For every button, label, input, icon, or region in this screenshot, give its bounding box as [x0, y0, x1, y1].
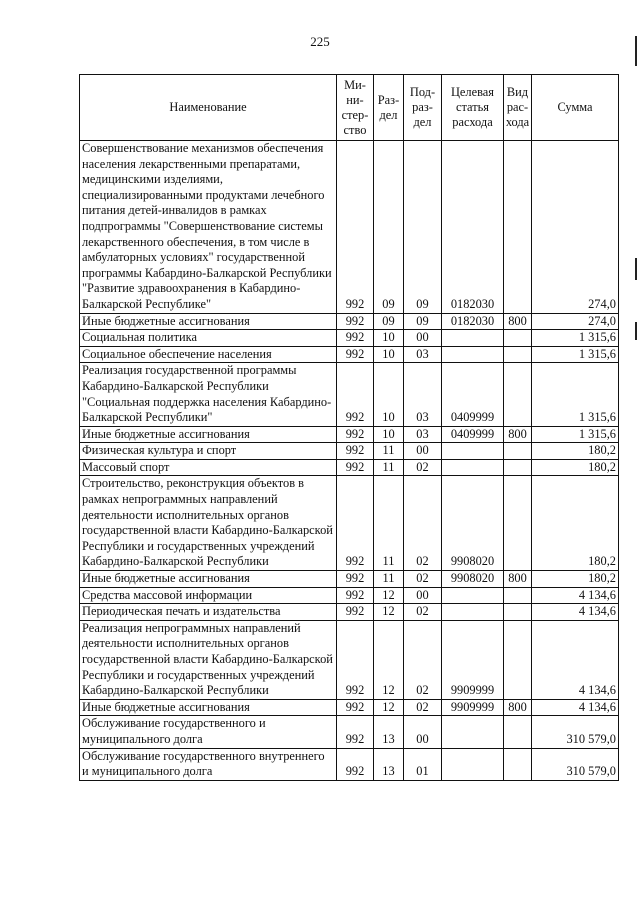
- cell-subsection: 02: [404, 699, 442, 716]
- header-name: Наименование: [80, 75, 337, 141]
- cell-ministry: 992: [337, 571, 374, 588]
- cell-sum: 4 134,6: [532, 604, 619, 621]
- cell-section: 09: [374, 313, 404, 330]
- page-number: 225: [310, 34, 330, 49]
- cell-ministry: 992: [337, 313, 374, 330]
- cell-subsection: 00: [404, 330, 442, 347]
- cell-sum: 180,2: [532, 571, 619, 588]
- cell-subsection: 02: [404, 604, 442, 621]
- cell-section: 10: [374, 346, 404, 363]
- table-row: [80, 620, 619, 699]
- cell-target: 0409999: [442, 363, 504, 426]
- cell-target: 0182030: [442, 313, 504, 330]
- cell-target: [442, 459, 504, 476]
- table-row: [80, 443, 619, 460]
- cell-sum: 4 134,6: [532, 587, 619, 604]
- cell-sum: 180,2: [532, 459, 619, 476]
- header-row: [80, 75, 619, 141]
- cell-ministry: 992: [337, 141, 374, 314]
- cell-expense-type: [504, 346, 532, 363]
- table-row: [80, 716, 619, 748]
- cell-name: Средства массовой информации: [80, 587, 337, 604]
- cell-target: [442, 346, 504, 363]
- cell-sum: 1 315,6: [532, 346, 619, 363]
- table-row: [80, 587, 619, 604]
- table-row: [80, 604, 619, 621]
- cell-name: Обслуживание государственного и муниципального долга: [80, 716, 337, 748]
- cell-target: 9909999: [442, 699, 504, 716]
- cell-ministry: 992: [337, 330, 374, 347]
- cell-section: 10: [374, 363, 404, 426]
- cell-ministry: 992: [337, 426, 374, 443]
- cell-target: 9909999: [442, 620, 504, 699]
- cell-name: Иные бюджетные ассигнования: [80, 313, 337, 330]
- table-row: [80, 141, 619, 314]
- cell-target: [442, 443, 504, 460]
- cell-name: Иные бюджетные ассигнования: [80, 699, 337, 716]
- cell-expense-type: [504, 716, 532, 748]
- cell-expense-type: 800: [504, 699, 532, 716]
- cell-subsection: 02: [404, 476, 442, 571]
- header-expense-type: Вид рас- хода: [504, 75, 532, 141]
- cell-subsection: 09: [404, 313, 442, 330]
- cell-sum: 310 579,0: [532, 748, 619, 780]
- cell-expense-type: [504, 476, 532, 571]
- cell-subsection: 00: [404, 443, 442, 460]
- cell-ministry: 992: [337, 346, 374, 363]
- cell-expense-type: 800: [504, 426, 532, 443]
- cell-name: Обслуживание государственного внутреннего и муниципального долга: [80, 748, 337, 780]
- cell-sum: 180,2: [532, 443, 619, 460]
- cell-section: 12: [374, 699, 404, 716]
- cell-subsection: 02: [404, 571, 442, 588]
- cell-name: Периодическая печать и издательства: [80, 604, 337, 621]
- cell-section: 12: [374, 604, 404, 621]
- cell-sum: 1 315,6: [532, 426, 619, 443]
- cell-sum: 1 315,6: [532, 330, 619, 347]
- cell-target: 9908020: [442, 571, 504, 588]
- cell-target: 9908020: [442, 476, 504, 571]
- cell-target: [442, 587, 504, 604]
- table-row: [80, 363, 619, 426]
- cell-name: Строительство, реконструкция объектов в рамках непрограммных направлений деятельности исполнительных органов государственной власти Кабардино-Балкарской Республики и государственных учреждений Кабардино-Балкарской Республики: [80, 476, 337, 571]
- cell-target: 0409999: [442, 426, 504, 443]
- scan-edge-mark: [635, 36, 637, 66]
- cell-subsection: 02: [404, 459, 442, 476]
- cell-name: Иные бюджетные ассигнования: [80, 426, 337, 443]
- cell-expense-type: 800: [504, 313, 532, 330]
- cell-expense-type: [504, 141, 532, 314]
- cell-subsection: 09: [404, 141, 442, 314]
- cell-sum: 4 134,6: [532, 699, 619, 716]
- cell-ministry: 992: [337, 716, 374, 748]
- table-row: [80, 426, 619, 443]
- cell-subsection: 01: [404, 748, 442, 780]
- header-sum: Сумма: [532, 75, 619, 141]
- budget-table: [79, 74, 619, 781]
- cell-section: 11: [374, 459, 404, 476]
- cell-name: Социальное обеспечение населения: [80, 346, 337, 363]
- cell-expense-type: 800: [504, 571, 532, 588]
- cell-section: 12: [374, 587, 404, 604]
- cell-name: Реализация непрограммных направлений деятельности исполнительных органов государственной власти Кабардино-Балкарской Республики и государственных учреждений Кабардино-Балкарской Республики: [80, 620, 337, 699]
- table-row: [80, 459, 619, 476]
- cell-subsection: 02: [404, 620, 442, 699]
- cell-expense-type: [504, 459, 532, 476]
- cell-sum: 274,0: [532, 141, 619, 314]
- cell-sum: 1 315,6: [532, 363, 619, 426]
- cell-section: 13: [374, 716, 404, 748]
- cell-ministry: 992: [337, 604, 374, 621]
- cell-subsection: 00: [404, 716, 442, 748]
- header-subsection: Под- раз- дел: [404, 75, 442, 141]
- cell-sum: 274,0: [532, 313, 619, 330]
- cell-section: 10: [374, 426, 404, 443]
- cell-expense-type: [504, 620, 532, 699]
- cell-section: 11: [374, 476, 404, 571]
- cell-ministry: 992: [337, 459, 374, 476]
- cell-section: 12: [374, 620, 404, 699]
- cell-section: 10: [374, 330, 404, 347]
- cell-name: Физическая культура и спорт: [80, 443, 337, 460]
- cell-target: 0182030: [442, 141, 504, 314]
- cell-target: [442, 330, 504, 347]
- cell-expense-type: [504, 330, 532, 347]
- cell-section: 11: [374, 571, 404, 588]
- cell-subsection: 00: [404, 587, 442, 604]
- cell-expense-type: [504, 443, 532, 460]
- header-target: Целевая статья расхода: [442, 75, 504, 141]
- cell-name: Массовый спорт: [80, 459, 337, 476]
- cell-expense-type: [504, 587, 532, 604]
- cell-sum: 310 579,0: [532, 716, 619, 748]
- cell-section: 13: [374, 748, 404, 780]
- header-ministry: Ми- ни- стер- ство: [337, 75, 374, 141]
- header-section: Раз- дел: [374, 75, 404, 141]
- cell-sum: 180,2: [532, 476, 619, 571]
- cell-section: 11: [374, 443, 404, 460]
- scan-edge-mark: [635, 322, 637, 340]
- cell-name: Реализация государственной программы Кабардино-Балкарской Республики "Социальная поддержка населения Кабардино-Балкарской Республики": [80, 363, 337, 426]
- table-row: [80, 476, 619, 571]
- table-row: [80, 313, 619, 330]
- cell-sum: 4 134,6: [532, 620, 619, 699]
- cell-name: Совершенствование механизмов обеспечения населения лекарственными препаратами, медицинскими изделиями, специализированными продуктами лечебного питания детей-инвалидов в рамках подпрограммы "Совершенствование системы лекарственного обеспечения, в том числе в амбулаторных условиях" государственной программы Кабардино-Балкарской Республики "Развитие здравоохранения в Кабардино-Балкарской Республике": [80, 141, 337, 314]
- cell-ministry: 992: [337, 587, 374, 604]
- cell-section: 09: [374, 141, 404, 314]
- table-row: [80, 330, 619, 347]
- cell-ministry: 992: [337, 620, 374, 699]
- cell-ministry: 992: [337, 363, 374, 426]
- scan-edge-mark: [635, 258, 637, 280]
- table-row: [80, 748, 619, 780]
- cell-target: [442, 748, 504, 780]
- cell-target: [442, 716, 504, 748]
- cell-expense-type: [504, 363, 532, 426]
- cell-subsection: 03: [404, 363, 442, 426]
- cell-subsection: 03: [404, 346, 442, 363]
- cell-expense-type: [504, 604, 532, 621]
- table-body: [80, 141, 619, 781]
- cell-subsection: 03: [404, 426, 442, 443]
- cell-ministry: 992: [337, 748, 374, 780]
- cell-target: [442, 604, 504, 621]
- cell-name: Социальная политика: [80, 330, 337, 347]
- table-row: [80, 346, 619, 363]
- cell-ministry: 992: [337, 699, 374, 716]
- table-row: [80, 699, 619, 716]
- cell-name: Иные бюджетные ассигнования: [80, 571, 337, 588]
- cell-expense-type: [504, 748, 532, 780]
- table-row: [80, 571, 619, 588]
- cell-ministry: 992: [337, 443, 374, 460]
- cell-ministry: 992: [337, 476, 374, 571]
